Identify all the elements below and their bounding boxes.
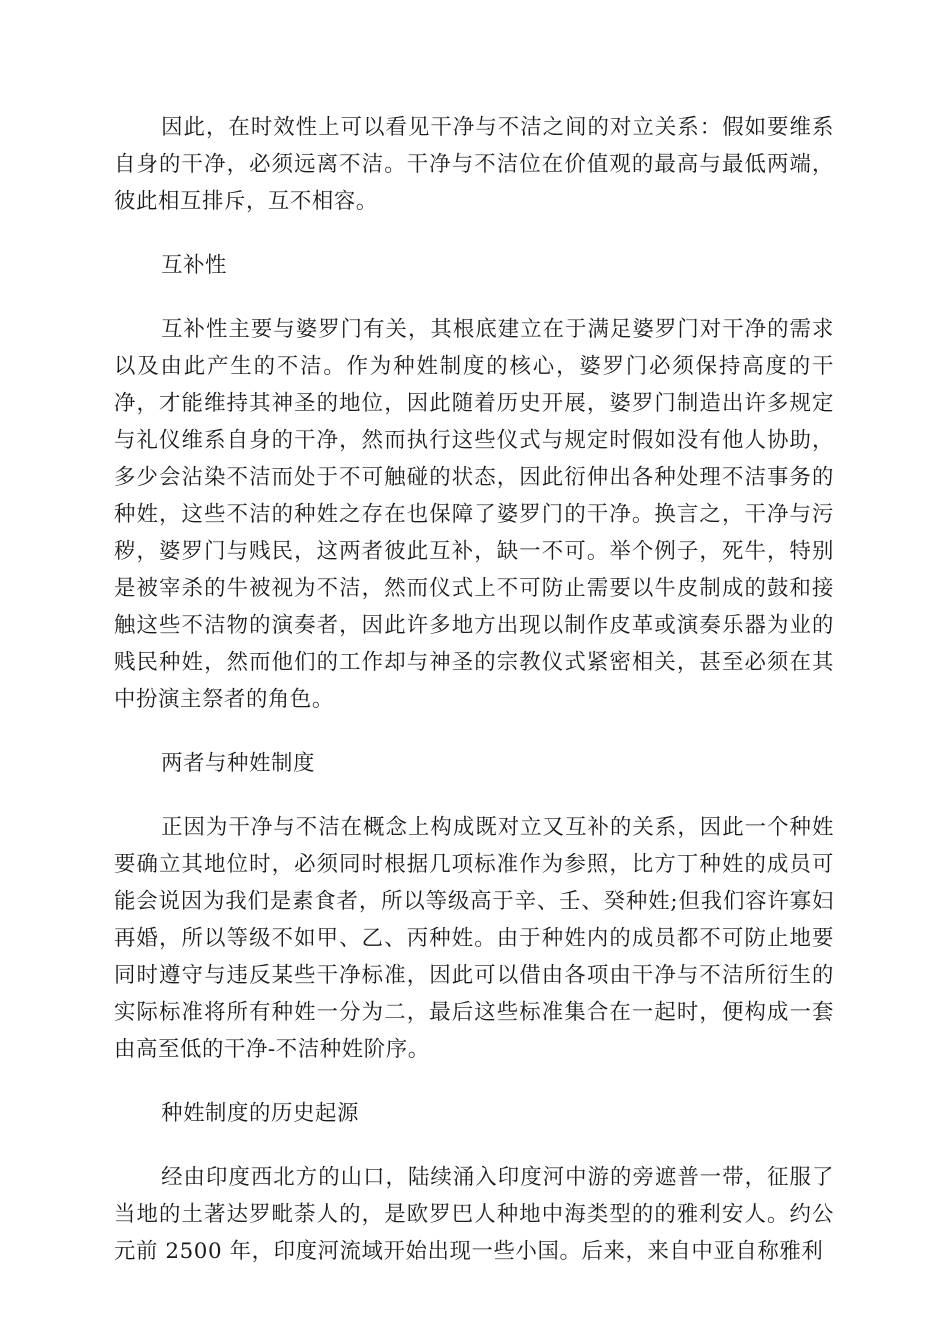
- section-heading-history: 种姓制度的历史起源: [161, 1101, 359, 1126]
- document-page: [114, 109, 834, 1297]
- paragraph-opposition: 因此，在时效性上可以看见干净与不洁之间的对立关系：假如要维系自身的干净，必须远离不洁。干净与不洁位在价值观的最高与最低两端，彼此相互排斥，互不相容。: [114, 115, 834, 214]
- paragraph-complementarity: 互补性主要与婆罗门有关，其根底建立在于满足婆罗门对干净的需求以及由此产生的不洁。作为种姓制度的核心，婆罗门必须保持高度的干净，才能维持其神圣的地位，因此随着历史开展，婆罗门制造出许多规定与礼仪维系自身的干净，然而执行这些仪式与规定时假如没有他人协助，多少会沾染不洁而处于不可触碰的状态，因此衍伸出各种处理不洁事务的种姓，这些不洁的种姓之存在也保障了婆罗门的干净。换言之，干净与污秽，婆罗门与贱民，这两者彼此互补，缺一不可。举个例子，死牛，特别是被宰杀的牛被视为不洁，然而仪式上不可防止需要以牛皮制成的鼓和接触这些不洁物的演奏者，因此许多地方出现以制作皮革或演奏乐器为业的贱民种姓，然而他们的工作却与神圣的宗教仪式紧密相关，甚至必须在其中扮演主祭者的角色。: [114, 317, 834, 712]
- section-heading-complementarity: 互补性: [161, 253, 228, 278]
- section-heading-caste-system: 两者与种姓制度: [161, 751, 316, 776]
- paragraph-history: 经由印度西北方的山口，陆续涌入印度河中游的旁遮普一带，征服了当地的土著达罗毗荼人的，是欧罗巴人种地中海类型的的雅利安人。约公元前 2500 年，印度河流域开始出现一些小国。后来，来自中亚自称雅利: [114, 1165, 834, 1264]
- paragraph-caste-system: 正因为干净与不洁在概念上构成既对立又互补的关系，因此一个种姓要确立其地位时，必须同时根据几项标准作为参照，比方丁种姓的成员可能会说因为我们是素食者，所以等级高于辛、壬、癸种姓;但我们容许寡妇再婚，所以等级不如甲、乙、丙种姓。由于种姓内的成员都不可防止地要同时遵守与违反某些干净标准，因此可以借由各项由干净与不洁所衍生的实际标准将所有种姓一分为二，最后这些标准集合在一起时，便构成一套由高至低的干净-不洁种姓阶序。: [114, 815, 834, 1062]
